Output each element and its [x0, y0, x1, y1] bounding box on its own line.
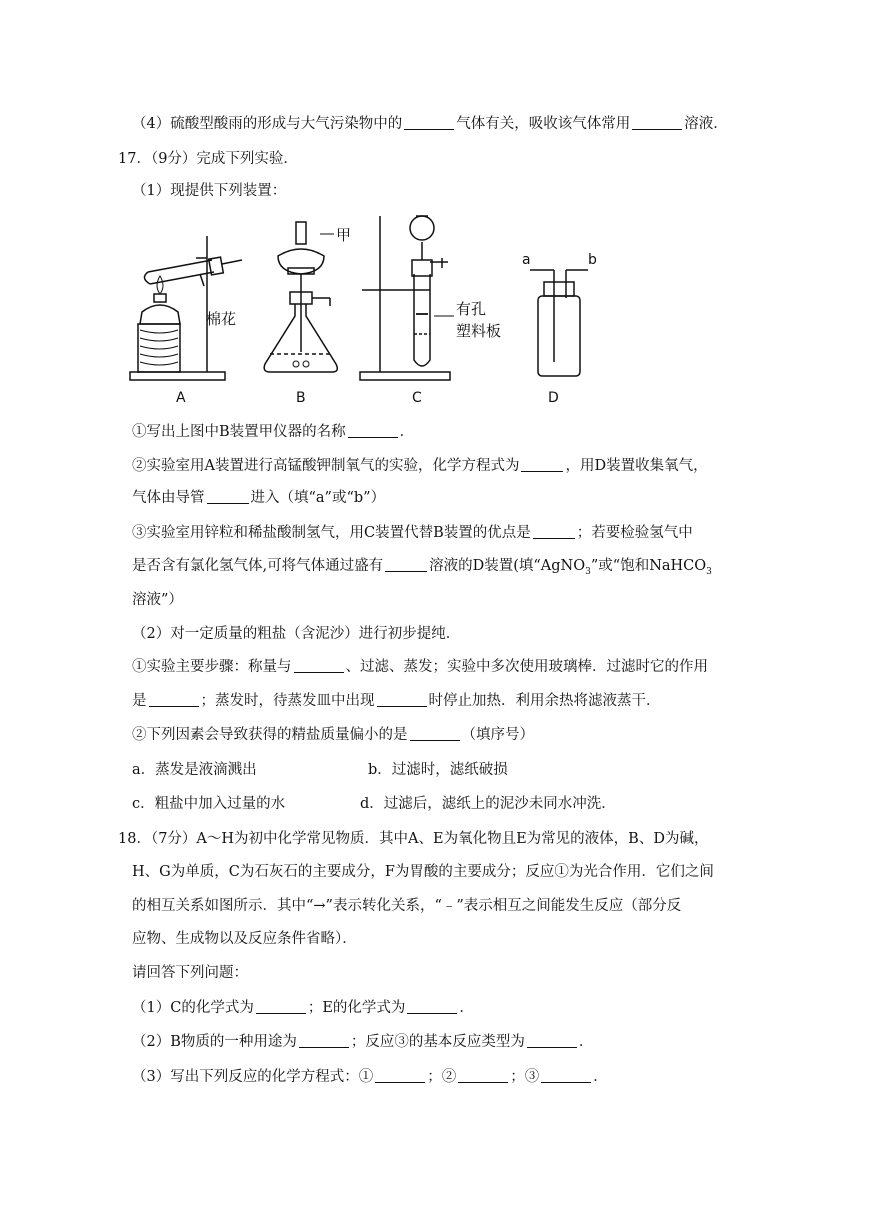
text: 气体有关，吸收该气体常用 — [456, 116, 631, 132]
text: ． — [399, 424, 415, 440]
text: （4）硫酸型酸雨的形成与大气污染物中的 — [132, 116, 403, 132]
blank[interactable] — [294, 658, 344, 673]
blank[interactable] — [207, 489, 249, 504]
option-a: a．蒸发是液滴溅出 — [132, 762, 257, 778]
blank[interactable] — [404, 115, 454, 130]
text: （填序号） — [461, 727, 534, 743]
caption-d: D — [548, 390, 559, 406]
blank[interactable] — [407, 999, 457, 1014]
q16-part4 — [132, 114, 728, 134]
apparatus-figure — [130, 212, 610, 412]
q17-part2: （2）对一定质量的粗盐（含泥沙）进行初步提纯． — [132, 626, 461, 642]
text: （1）C的化学式为 — [132, 1000, 254, 1016]
blank[interactable] — [632, 115, 682, 130]
q18-line3: 的相互关系如图所示．其中“→”表示转化关系，“﹣”表示相互之间能发生反应（部分反 — [132, 898, 682, 914]
text: 溶液． — [684, 116, 728, 132]
text: ”或“饱和NaHCO — [590, 558, 707, 574]
q18-a2 — [132, 1032, 593, 1052]
text: ，用D装置收集氧气， — [565, 458, 708, 474]
label-cotton: 棉花 — [206, 310, 237, 328]
text: ；② — [427, 1069, 457, 1085]
blank[interactable] — [410, 726, 460, 741]
text: ． — [578, 1034, 594, 1050]
blank[interactable] — [299, 1033, 349, 1048]
option-d: d．过滤后，滤纸上的泥沙未同水冲洗． — [360, 796, 616, 812]
option-b: b．过滤时，滤纸破损 — [368, 762, 508, 778]
q18-line1: 18．（7分）A～H为初中化学常见物质．其中A、E为氧化物且E为常见的液体，B、D为碱， — [118, 831, 709, 847]
text: ；蒸发时，待蒸发皿中出现 — [200, 693, 375, 709]
label-plate2: 塑料板 — [456, 322, 502, 340]
blank[interactable] — [149, 692, 199, 707]
option-c: c．粗盐中加入过量的水 — [132, 796, 286, 812]
q18-line4: 应物、生成物以及反应条件省略）． — [132, 931, 357, 947]
text: （3）写出下列反应的化学方程式：① — [132, 1069, 374, 1085]
q17-s3-end: 溶液”） — [132, 592, 183, 608]
subscript: 3 — [706, 566, 712, 577]
text: ①实验主要步骤：称量与 — [132, 659, 292, 675]
apparatus-drawing — [130, 212, 610, 412]
q18-line2: H、G为单质，C为石灰石的主要成分，F为胃酸的主要成分；反应①为光合作用．它们之间 — [132, 864, 714, 880]
blank[interactable] — [527, 1033, 577, 1048]
q18-a3 — [132, 1067, 608, 1087]
blank[interactable] — [541, 1068, 591, 1083]
blank[interactable] — [256, 999, 306, 1014]
text: 时停止加热．利用余热将滤液蒸干． — [428, 693, 661, 709]
text: 气体由导管 — [132, 490, 205, 506]
text: 、过滤、蒸发；实验中多次使用玻璃棒．过滤时它的作用 — [345, 659, 708, 675]
text: ①写出上图中B装置甲仪器的名称 — [132, 424, 346, 440]
text: 是否含有氯化氢气体,可将气体通过盛有 — [132, 558, 384, 574]
caption-a: A — [176, 390, 186, 406]
text: ． — [593, 1069, 608, 1085]
text: ；③ — [510, 1069, 540, 1085]
label-plate1: 有孔 — [456, 300, 487, 318]
blank[interactable] — [377, 692, 427, 707]
blank[interactable] — [348, 423, 398, 438]
q17-s2-cont — [132, 488, 385, 508]
q18-line5: 请回答下列问题： — [132, 965, 248, 981]
q17-t1 — [132, 657, 708, 677]
stand-base-a — [130, 372, 225, 380]
blank[interactable] — [375, 1068, 425, 1083]
text: ． — [459, 1000, 474, 1016]
q17-s3 — [132, 523, 693, 543]
q17-s1 — [132, 422, 414, 442]
blank[interactable] — [521, 457, 563, 472]
q17-s3-cont — [132, 556, 712, 582]
text: ②实验室用A装置进行高锰酸钾制氧气的实验，化学方程式为 — [132, 458, 520, 474]
subscript: 3 — [585, 566, 591, 577]
label-tube-b: b — [588, 252, 597, 268]
text: ；E的化学式为 — [307, 1000, 406, 1016]
label-jia: 甲 — [336, 226, 352, 244]
blank[interactable] — [458, 1068, 508, 1083]
text: ②下列因素会导致获得的精盐质量偏小的是 — [132, 727, 408, 743]
caption-b: B — [296, 390, 306, 406]
text: 进入（填“a”或“b”） — [250, 490, 386, 506]
q17-s2 — [132, 456, 708, 476]
blank[interactable] — [533, 524, 575, 539]
q17-t2 — [132, 725, 534, 745]
text: ；反应③的基本反应类型为 — [350, 1034, 525, 1050]
text: ③实验室用锌粒和稀盐酸制氢气，用C装置代替B装置的优点是 — [132, 525, 531, 541]
text: （2）B物质的一种用途为 — [132, 1034, 297, 1050]
q17-title: 17．（9分）完成下列实验． — [118, 151, 298, 167]
text: 溶液的D装置(填“AgNO — [429, 558, 586, 574]
text: ；若要检验氢气中 — [576, 525, 693, 541]
q17-part1: （1）现提供下列装置： — [132, 183, 287, 199]
label-tube-a: a — [522, 252, 531, 268]
q17-t1-cont — [132, 691, 661, 711]
caption-c: C — [412, 390, 422, 406]
q18-a1 — [132, 998, 474, 1018]
blank[interactable] — [385, 557, 427, 572]
text: 是 — [132, 693, 147, 709]
